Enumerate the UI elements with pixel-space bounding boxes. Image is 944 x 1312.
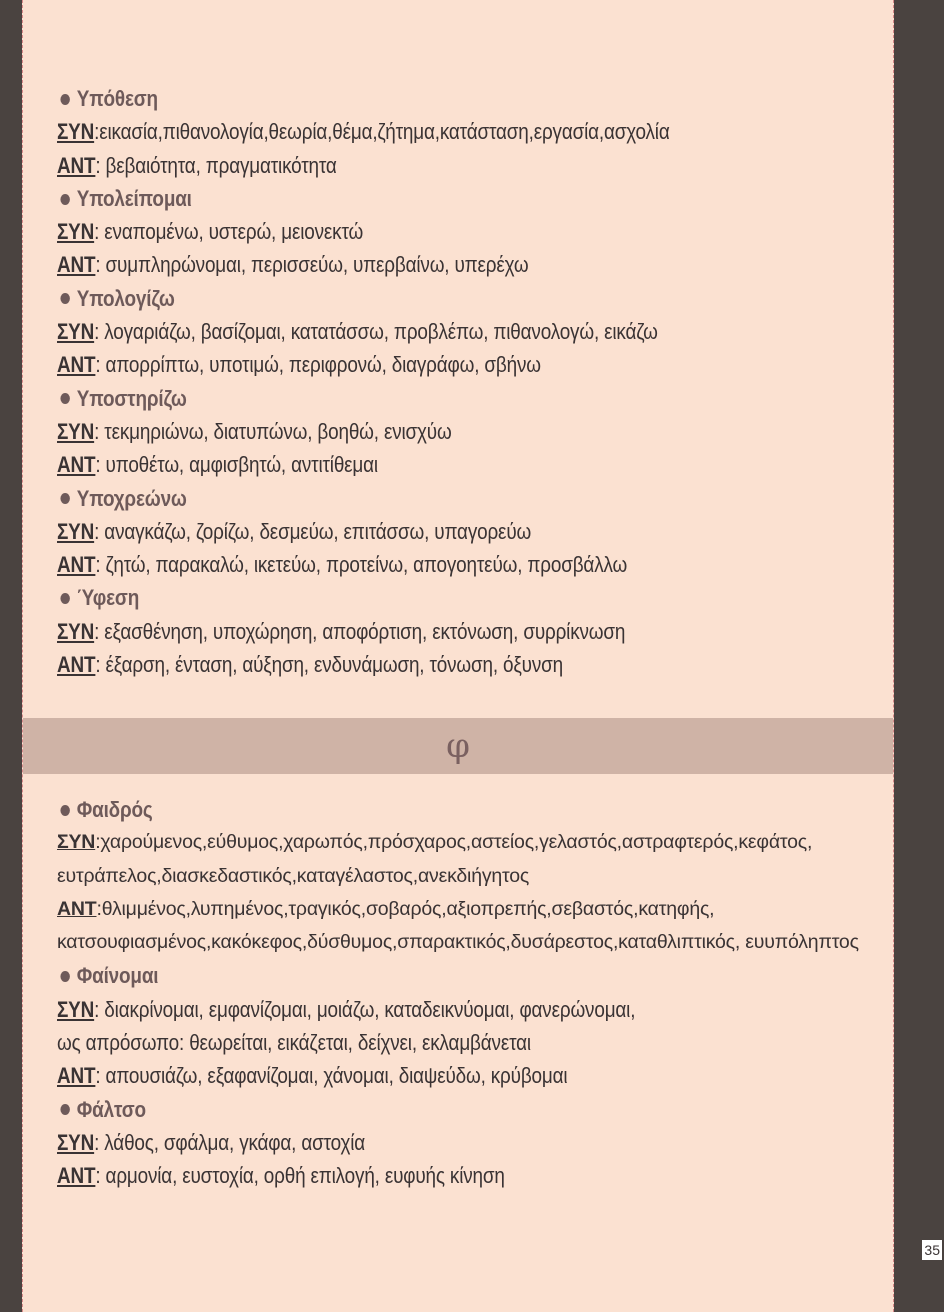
synonyms-text: : εξασθένηση, υποχώρηση, αποφόρτιση, εκτόνωση, συρρίκνωση	[94, 618, 626, 644]
ant-label: ΑΝΤ	[57, 352, 96, 378]
synonyms-text: : τεκμηριώνω, διατυπώνω, βοηθώ, ενισχύω	[94, 418, 452, 444]
synonyms-text: :εικασία,πιθανολογία,θεωρία,θέμα,ζήτημα,κατάσταση,εργασία,ασχολία	[94, 119, 670, 145]
dictionary-page	[22, 0, 894, 1312]
synonyms-text: : λογαριάζω, βασίζομαι, κατατάσσω, προβλέπω, πιθανολογώ, εικάζω	[94, 319, 658, 345]
ant-label: ΑΝΤ	[57, 897, 97, 920]
syn-label: ΣΥΝ	[57, 418, 95, 444]
synonyms-text: : λάθος, σφάλμα, γκάφα, αστοχία	[94, 1129, 366, 1155]
antonyms-text: :θλιμμένος,λυπημένος,τραγικός,σοβαρός,αξιοπρεπής,σεβαστός,κατηφής, κατσουφιασμένος,κακόκεφος,δύσθυμος,σπαρακτικός,δυσάρεστος,καταθλιπτικός, ευυπόληπτος	[57, 897, 859, 954]
synonyms-text: : εναπομένω, υστερώ, μειονεκτώ	[94, 219, 364, 245]
headword-text: Φάλτσο	[76, 1096, 146, 1122]
antonyms-text: : αρμονία, ευστοχία, ορθή επιλογή, ευφυής κίνηση	[95, 1163, 505, 1189]
bullet-icon	[60, 971, 69, 982]
antonyms-text: : συμπληρώνομαι, περισσεύω, υπερβαίνω, υπερέχω	[95, 252, 529, 278]
synonyms-line	[57, 115, 771, 148]
synonyms-text: : διακρίνομαι, εμφανίζομαι, μοιάζω, καταδεικνύομαι, φανερώνομαι,	[94, 996, 636, 1022]
bullet-icon	[60, 194, 69, 205]
syn-label: ΣΥΝ	[57, 518, 95, 544]
syn-label: ΣΥΝ	[57, 831, 96, 854]
ant-label: ΑΝΤ	[57, 252, 96, 278]
headword-text: Υποστηρίζω	[76, 385, 187, 411]
synonyms-line	[57, 215, 771, 248]
synonyms-line	[57, 515, 771, 548]
antonyms-text: : ζητώ, παρακαλώ, ικετεύω, προτείνω, απογοητεύω, προσβάλλω	[95, 552, 628, 578]
synonyms-line	[57, 1126, 771, 1159]
antonyms-text: : έξαρση, ένταση, αύξηση, ενδυνάμωση, τόνωση, όξυνση	[95, 652, 564, 678]
page-number: 35	[924, 1242, 940, 1258]
headword-text: Φαιδρός	[76, 797, 153, 822]
antonyms-line	[57, 348, 771, 381]
entries-section-upsilon	[57, 82, 887, 681]
antonyms-line	[57, 248, 771, 281]
entry-headword	[57, 382, 771, 415]
antonyms-text: : απορρίπτω, υποτιμώ, περιφρονώ, διαγράφω, σβήνω	[95, 352, 541, 378]
antonyms-text: : υποθέτω, αμφισβητώ, αντιτίθεμαι	[95, 452, 378, 478]
headword-text: Ύφεση	[76, 585, 140, 611]
entry-headword	[57, 182, 771, 215]
bullet-icon	[60, 593, 69, 604]
synonyms-line	[57, 826, 887, 893]
bullet-icon	[60, 493, 69, 504]
syn-label: ΣΥΝ	[57, 618, 95, 644]
antonyms-line	[57, 893, 887, 960]
syn-label: ΣΥΝ	[57, 219, 95, 245]
headword-text: Υπολογίζω	[76, 285, 175, 311]
bullet-icon	[60, 94, 69, 105]
ant-label: ΑΝΤ	[57, 152, 96, 178]
syn-label: ΣΥΝ	[57, 119, 95, 145]
syn-label: ΣΥΝ	[57, 996, 95, 1022]
bullet-icon	[60, 393, 69, 404]
bullet-icon	[60, 1104, 69, 1115]
bullet-icon	[60, 293, 69, 304]
section-letter: φ	[446, 726, 470, 766]
entry-headword	[57, 482, 771, 515]
antonyms-line	[57, 548, 771, 581]
ant-label: ΑΝΤ	[57, 1163, 96, 1189]
synonyms-text: : αναγκάζω, ζορίζω, δεσμεύω, επιτάσσω, υπαγορεύω	[94, 518, 532, 544]
antonyms-line	[57, 1059, 771, 1092]
headword-text: Υποχρεώνω	[76, 485, 187, 511]
antonyms-line	[57, 1159, 771, 1192]
headword-text: Υπόθεση	[76, 86, 158, 111]
bullet-icon	[60, 805, 69, 816]
entry-headword	[57, 959, 771, 992]
ant-label: ΑΝΤ	[57, 1063, 96, 1089]
ant-label: ΑΝΤ	[57, 652, 96, 678]
synonyms-text: :χαρούμενος,εύθυμος,χαρωπός,πρόσχαρος,αστείος,γελαστός,αστραφτερός,κεφάτος, ευτράπελος,διασκεδαστικός,καταγέλαστος,ανεκδιήγητος	[57, 831, 813, 887]
synonyms-line	[57, 415, 771, 448]
headword-text: Φαίνομαι	[76, 963, 159, 989]
antonyms-text: : απουσιάζω, εξαφανίζομαι, χάνομαι, διαψεύδω, κρύβομαι	[95, 1063, 568, 1089]
ant-label: ΑΝΤ	[57, 552, 96, 578]
synonyms-line	[57, 315, 771, 348]
entry-headword	[57, 82, 771, 115]
synonyms-continuation: ως απρόσωπο: θεωρείται, εικάζεται, δείχνει, εκλαμβάνεται	[57, 1030, 531, 1056]
antonyms-line	[57, 149, 771, 182]
entry-headword	[57, 793, 771, 826]
entry-headword	[57, 1093, 771, 1126]
antonyms-line	[57, 648, 771, 681]
entries-section-phi	[57, 793, 887, 1193]
ant-label: ΑΝΤ	[57, 452, 96, 478]
entry-headword	[57, 282, 771, 315]
antonyms-line	[57, 448, 771, 481]
synonyms-line	[57, 615, 771, 648]
synonyms-line	[57, 993, 771, 1026]
entry-headword	[57, 581, 771, 614]
antonyms-text: : βεβαιότητα, πραγματικότητα	[95, 152, 337, 178]
syn-label: ΣΥΝ	[57, 319, 95, 345]
syn-label: ΣΥΝ	[57, 1129, 95, 1155]
section-divider-band	[23, 718, 893, 774]
headword-text: Υπολείπομαι	[76, 185, 192, 211]
